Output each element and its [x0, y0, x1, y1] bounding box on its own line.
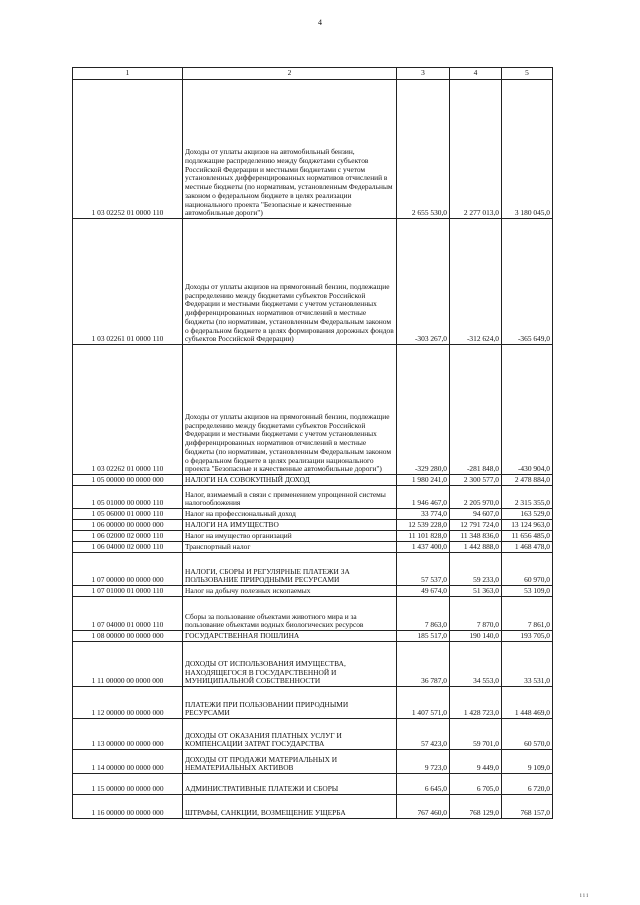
amount-column-3: 33 774,0: [397, 509, 450, 520]
column-number-2: 2: [183, 68, 397, 80]
table-row: [73, 597, 553, 631]
amount-column-3: 1 946 467,0: [397, 486, 450, 509]
amount-column-4: 9 449,0: [450, 750, 502, 774]
budget-classification-code: 1 03 02252 01 0000 110: [73, 80, 183, 219]
revenue-name: ДОХОДЫ ОТ ИСПОЛЬЗОВАНИЯ ИМУЩЕСТВА, НАХОДЯЩЕГОСЯ В ГОСУДАРСТВЕННОЙ И МУНИЦИПАЛЬНОЙ СОБСТВЕННОСТИ: [183, 642, 397, 687]
amount-column-4: 1 428 723,0: [450, 687, 502, 719]
amount-column-5: 9 109,0: [502, 750, 553, 774]
amount-column-5: 13 124 963,0: [502, 520, 553, 531]
column-number-5: 5: [502, 68, 553, 80]
revenue-name: ПЛАТЕЖИ ПРИ ПОЛЬЗОВАНИИ ПРИРОДНЫМИ РЕСУРСАМИ: [183, 687, 397, 719]
amount-column-5: 60 570,0: [502, 719, 553, 750]
budget-classification-code: 1 06 00000 00 0000 000: [73, 520, 183, 531]
table-row: [73, 80, 553, 219]
budget-classification-code: 1 03 02261 01 0000 110: [73, 219, 183, 345]
amount-column-5: 11 656 485,0: [502, 531, 553, 542]
amount-column-5: 1 468 478,0: [502, 542, 553, 553]
table-row: [73, 642, 553, 687]
amount-column-4: -312 624,0: [450, 219, 502, 345]
amount-column-4: 34 553,0: [450, 642, 502, 687]
revenue-name: АДМИНИСТРАТИВНЫЕ ПЛАТЕЖИ И СБОРЫ: [183, 774, 397, 795]
amount-column-3: 57 537,0: [397, 553, 450, 586]
amount-column-4: 768 129,0: [450, 795, 502, 819]
column-number-3: 3: [397, 68, 450, 80]
table-row: [73, 750, 553, 774]
revenue-name: НАЛОГИ НА СОВОКУПНЫЙ ДОХОД: [183, 475, 397, 486]
revenue-name: Доходы от уплаты акцизов на автомобильный бензин, подлежащие распределению между бюджетами субъектов Российской Федерации и местными бюджетами с учетом установленных дифференцированных нормативов отчислений в местные бюджеты (по нормативам, установленным Федеральным законом о федеральном бюджете в целях реализации национального проекта "Безопасные и качественные автомобильные дороги"): [183, 80, 397, 219]
amount-column-4: 2 300 577,0: [450, 475, 502, 486]
table-row: [73, 553, 553, 586]
budget-classification-code: 1 07 04000 01 0000 110: [73, 597, 183, 631]
amount-column-3: 9 723,0: [397, 750, 450, 774]
budget-classification-code: 1 11 00000 00 0000 000: [73, 642, 183, 687]
budget-classification-code: 1 15 00000 00 0000 000: [73, 774, 183, 795]
table-row: [73, 774, 553, 795]
revenue-name: ШТРАФЫ, САНКЦИИ, ВОЗМЕЩЕНИЕ УЩЕРБА: [183, 795, 397, 819]
table-row: [73, 531, 553, 542]
table-row: [73, 795, 553, 819]
revenue-name: Налог на добычу полезных ископаемых: [183, 586, 397, 597]
budget-classification-code: 1 07 01000 01 0000 110: [73, 586, 183, 597]
budget-classification-code: 1 06 04000 02 0000 110: [73, 542, 183, 553]
amount-column-5: 2 315 355,0: [502, 486, 553, 509]
amount-column-3: 57 423,0: [397, 719, 450, 750]
revenue-name: Налог на имущество организаций: [183, 531, 397, 542]
amount-column-5: 60 970,0: [502, 553, 553, 586]
amount-column-5: 33 531,0: [502, 642, 553, 687]
revenue-name: НАЛОГИ, СБОРЫ И РЕГУЛЯРНЫЕ ПЛАТЕЖИ ЗА ПОЛЬЗОВАНИЕ ПРИРОДНЫМИ РЕСУРСАМИ: [183, 553, 397, 586]
amount-column-4: 51 363,0: [450, 586, 502, 597]
budget-classification-code: 1 07 00000 00 0000 000: [73, 553, 183, 586]
budget-classification-code: 1 08 00000 00 0000 000: [73, 631, 183, 642]
amount-column-5: 3 180 045,0: [502, 80, 553, 219]
revenue-name: Доходы от уплаты акцизов на прямогонный бензин, подлежащие распределению между бюджетами субъектов Российской Федерации и местными бюджетами с учетом установленных дифференцированных нормативов отчислений в местные бюджеты (по нормативам, установленным Федеральным законом о федеральном бюджете в целях формирования дорожных фондов субъектов Российской Федерации): [183, 219, 397, 345]
budget-classification-code: 1 13 00000 00 0000 000: [73, 719, 183, 750]
budget-classification-code: 1 06 02000 02 0000 110: [73, 531, 183, 542]
amount-column-3: 2 655 530,0: [397, 80, 450, 219]
table-body: [73, 80, 553, 819]
amount-column-5: 163 529,0: [502, 509, 553, 520]
amount-column-4: 2 205 970,0: [450, 486, 502, 509]
table-row: [73, 719, 553, 750]
revenue-name: Сборы за пользование объектами животного мира и за пользование объектами водных биологических ресурсов: [183, 597, 397, 631]
amount-column-4: 11 348 836,0: [450, 531, 502, 542]
amount-column-5: -430 904,0: [502, 345, 553, 475]
amount-column-4: 1 442 888,0: [450, 542, 502, 553]
amount-column-3: 1 437 400,0: [397, 542, 450, 553]
column-number-1: 1: [73, 68, 183, 80]
amount-column-5: 53 109,0: [502, 586, 553, 597]
amount-column-5: 193 705,0: [502, 631, 553, 642]
table-row: [73, 586, 553, 597]
revenue-name: ГОСУДАРСТВЕННАЯ ПОШЛИНА: [183, 631, 397, 642]
table-row: [73, 509, 553, 520]
table-row: [73, 219, 553, 345]
amount-column-4: 7 870,0: [450, 597, 502, 631]
budget-classification-code: 1 03 02262 01 0000 110: [73, 345, 183, 475]
column-number-4: 4: [450, 68, 502, 80]
budget-classification-code: 1 05 06000 01 0000 110: [73, 509, 183, 520]
amount-column-3: -303 267,0: [397, 219, 450, 345]
revenue-name: Налог, взимаемый в связи с применением упрощенной системы налогообложения: [183, 486, 397, 509]
budget-classification-code: 1 12 00000 00 0000 000: [73, 687, 183, 719]
amount-column-3: 49 674,0: [397, 586, 450, 597]
amount-column-4: -281 848,0: [450, 345, 502, 475]
table-row: [73, 475, 553, 486]
amount-column-3: 185 517,0: [397, 631, 450, 642]
table-row: [73, 486, 553, 509]
budget-classification-code: 1 05 01000 00 0000 110: [73, 486, 183, 509]
budget-revenue-table: [72, 67, 553, 819]
amount-column-3: 12 539 228,0: [397, 520, 450, 531]
amount-column-4: 94 607,0: [450, 509, 502, 520]
amount-column-4: 59 233,0: [450, 553, 502, 586]
amount-column-5: 7 861,0: [502, 597, 553, 631]
amount-column-4: 2 277 013,0: [450, 80, 502, 219]
amount-column-3: -329 280,0: [397, 345, 450, 475]
amount-column-3: 11 101 828,0: [397, 531, 450, 542]
amount-column-5: 2 478 884,0: [502, 475, 553, 486]
amount-column-3: 36 787,0: [397, 642, 450, 687]
amount-column-4: 12 791 724,0: [450, 520, 502, 531]
amount-column-3: 7 863,0: [397, 597, 450, 631]
budget-classification-code: 1 16 00000 00 0000 000: [73, 795, 183, 819]
revenue-name: ДОХОДЫ ОТ ПРОДАЖИ МАТЕРИАЛЬНЫХ И НЕМАТЕРИАЛЬНЫХ АКТИВОВ: [183, 750, 397, 774]
amount-column-5: 6 720,0: [502, 774, 553, 795]
table-row: [73, 631, 553, 642]
table-row: [73, 542, 553, 553]
revenue-name: Транспортный налог: [183, 542, 397, 553]
amount-column-5: 768 157,0: [502, 795, 553, 819]
amount-column-3: 6 645,0: [397, 774, 450, 795]
budget-classification-code: 1 05 00000 00 0000 000: [73, 475, 183, 486]
amount-column-4: 6 705,0: [450, 774, 502, 795]
amount-column-5: -365 649,0: [502, 219, 553, 345]
table-row: [73, 345, 553, 475]
page-number: 4: [318, 18, 322, 27]
revenue-name: Налог на профессиональный доход: [183, 509, 397, 520]
amount-column-5: 1 448 469,0: [502, 687, 553, 719]
revenue-name: ДОХОДЫ ОТ ОКАЗАНИЯ ПЛАТНЫХ УСЛУГ И КОМПЕНСАЦИИ ЗАТРАТ ГОСУДАРСТВА: [183, 719, 397, 750]
amount-column-4: 190 140,0: [450, 631, 502, 642]
budget-classification-code: 1 14 00000 00 0000 000: [73, 750, 183, 774]
column-number-header-row: [73, 68, 553, 80]
table-row: [73, 687, 553, 719]
revenue-name: НАЛОГИ НА ИМУЩЕСТВО: [183, 520, 397, 531]
corner-mark: і і і: [579, 893, 588, 899]
amount-column-3: 767 460,0: [397, 795, 450, 819]
amount-column-3: 1 980 241,0: [397, 475, 450, 486]
amount-column-4: 59 701,0: [450, 719, 502, 750]
table-row: [73, 520, 553, 531]
revenue-name: Доходы от уплаты акцизов на прямогонный бензин, подлежащие распределению между бюджетами субъектов Российской Федерации и местными бюджетами с учетом установленных дифференцированных нормативов отчислений в местные бюджеты (по нормативам, установленным Федеральным законом о федеральном бюджете в целях реализации национального проекта "Безопасные и качественные автомобильные дороги"): [183, 345, 397, 475]
amount-column-3: 1 407 571,0: [397, 687, 450, 719]
